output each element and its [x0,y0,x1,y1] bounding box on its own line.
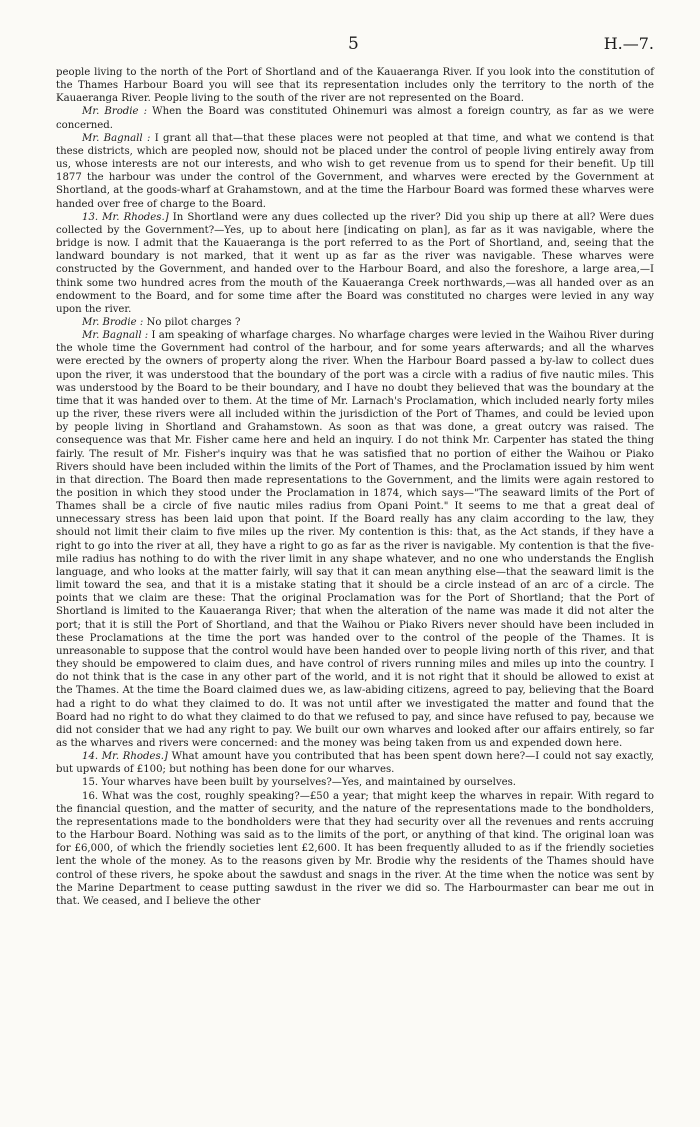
paragraph-text: In Shortland were any dues collected up the river? Did you ship up there at all? Were dues collected by the Government?—Yes, up to about here [indicating on plan], as far as it was navigable, where the bridge is now. I admit that the Kauaeranga is the port referred to as the Port of Shortland, and, seeing that the landward boundary is not marked, that it went up as far as the river was navigable. These wharves were constructed by the Government, and handed over to the Harbour Board, and also the foreshore, a large area,—I think some two hundred acres from the mouth of the Kauaeranga Creek northwards,—was all handed over as an endowment to the Board, and for some time after the Board was constituted no charges were levied in any way upon the river. [56,211,654,315]
paragraph-text: I am speaking of wharfage charges. No wharfage charges were levied in the Waihou River during the whole time the Government had control of the harbour, and for some years afterwards; and all the wharves were erected by the owners of property along the river. When the Harbour Board passed a by-law to collect dues upon the river, it was understood that the boundary of the port was a circle with a radius of five nautic miles. This was understood by the Board to be their boundary, and I have no doubt they believed that was the boundary at the time that it was handed over to them. At the time of Mr. Larnach's Proclamation, which included nearly forty miles up the river, these rivers were all included within the jurisdiction of the Port of Thames, and could be levied upon by people living in Shortland and Grahamstown. As soon as that was done, a great outcry was raised. The consequence was that Mr. Fisher came here and held an inquiry. I do not think Mr. Carpenter has stated the thing fairly. The result of Mr. Fisher's inquiry was that he was satisfied that no portion of either the Waihou or Piako Rivers should have been included within the limits of the Port of Thames, and the Proclamation issued by him went in that direction. The Board then made representations to the Government, and the limits were again restored to the position in which they stood under the Proclamation in 1874, which says—"The seaward limits of the Port of Thames shall be a circle of five nautic miles radius from Opani Point." It seems to me that a great deal of unnecessary stress has been laid upon that point. If the Board really has any claim according to the law, they should not limit their claim to five miles up the river. My contention is this: that, as the Act stands, if they have a right to go into the river at all, they have a right to go as far as the river is navigable. My contention is that the five-mile radius has nothing to do with the river limit in any shape whatever, and no one who understands the English language, and who looks at the matter fairly, will say that it can mean anything else—that the seaward limit is the limit toward the sea, and that it is a mistake stating that it should be a circle instead of an arc of a circle. The points that we claim are these: That the original Proclamation was for the Port of Shortland; that the Port of Shortland is limited to the Kauaeranga River; that when the alteration of the name was made it did not alter the port; that it is still the Port of Shortland, and that the Waihou or Piako Rivers never should have been included in these Proclamations at the time the port was handed over to the control of the people of the Thames. It is unreasonable to suppose that the control would have been handed over to people living north of this river, and that they should be empowered to claim dues, and have control of rivers running miles and miles up into the country. I do not think that is the case in any other part of the world, and it is not right that it should be allowed to exist at the Thames. At the time the Board claimed dues we, as law-abiding citizens, agreed to pay, believing that the Board had a right to do what they claimed to do. It was not until after we investigated the matter and found that the Board had no right to do what they claimed to do that we refused to pay, and since have refused to pay, because we did not consider that we had any right to pay. We built our own wharves and looked after our affairs entirely, so far as the wharves and rivers were concerned: and the money was being taken from us and expended down here. [56,330,654,749]
speaker-label: Mr. Bagnall : [82,132,151,144]
paragraph [56,776,654,789]
paragraph [56,316,654,329]
paragraph-text: When the Board was constituted Ohinemuri was almost a foreign country, as far as we were concerned. [56,106,655,131]
paragraph-text: What amount have you contributed that has been spent down here?—I could not say exactly, but upwards of £100; but nothing has been done for our wharves. [56,751,654,776]
paragraph-text: I grant all that—that these places were not peopled at that time, and what we contend is that these districts, which are peopled now, should not be placed under the control of people living entirely away from us, whose interests are not our interests, and who wish to get revenue from us to spend for their benefit. Up till 1877 the harbour was under the control of the Government, and wharves were erected by the Government at Shortland, at the goods-wharf at Grahamstown, and at the time the Harbour Board was formed these wharves were handed over free of charge to the Board. [56,132,654,210]
page-number: 5 [348,34,359,54]
paragraph-text: 15. Your wharves have been built by yourselves?—Yes, and maintained by ourselves. [82,777,516,789]
speaker-label: Mr. Bagnall : [82,330,149,342]
paragraph [56,750,654,776]
paragraph [56,329,654,750]
page-header [56,34,654,66]
paragraph [56,211,654,316]
paragraph-text: 16. What was the cost, roughly speaking?—£50 a year; that might keep the wharves in repair. With regard to the financial question, and the matter of security, and the nature of the representations made to the bondholders, the representations made to the bondholders were that they had security over all the revenues and rents accruing to the Harbour Board. Nothing was said as to the limits of the port, or anything of that kind. The original loan was for £6,000, of which the friendly societies lent £2,600. It has been frequently alluded to as if the friendly societies lent the whole of the money. As to the reasons given by Mr. Brodie why the residents of the Thames should have control of these rivers, he spoke about the sawdust and snags in the river. At the time when the notice was sent by the Marine Department to cease putting sawdust in the river we did so. The Harbourmaster can bear me out in that. We ceased, and I believe the other [56,790,654,907]
paragraph [56,132,654,211]
body-text [56,66,654,908]
speaker-label: Mr. Brodie : [82,316,144,328]
speaker-label: 13. Mr. Rhodes.] [82,211,169,223]
paragraph [56,66,654,105]
paragraph-text: No pilot charges ? [143,316,241,328]
speaker-label: 14. Mr. Rhodes.] [82,751,168,763]
paragraph [56,790,654,908]
paragraph-text: people living to the north of the Port of Shortland and of the Kauaeranga River. If you look into the constitution of the Thames Harbour Board you will see that its representation includes only the territory to the north of the Kauaeranga River. People living to the south of the river are not represented on the Board. [56,67,654,105]
paragraph [56,105,654,131]
speaker-label: Mr. Brodie : [82,106,148,118]
document-reference: H.—7. [603,34,654,53]
